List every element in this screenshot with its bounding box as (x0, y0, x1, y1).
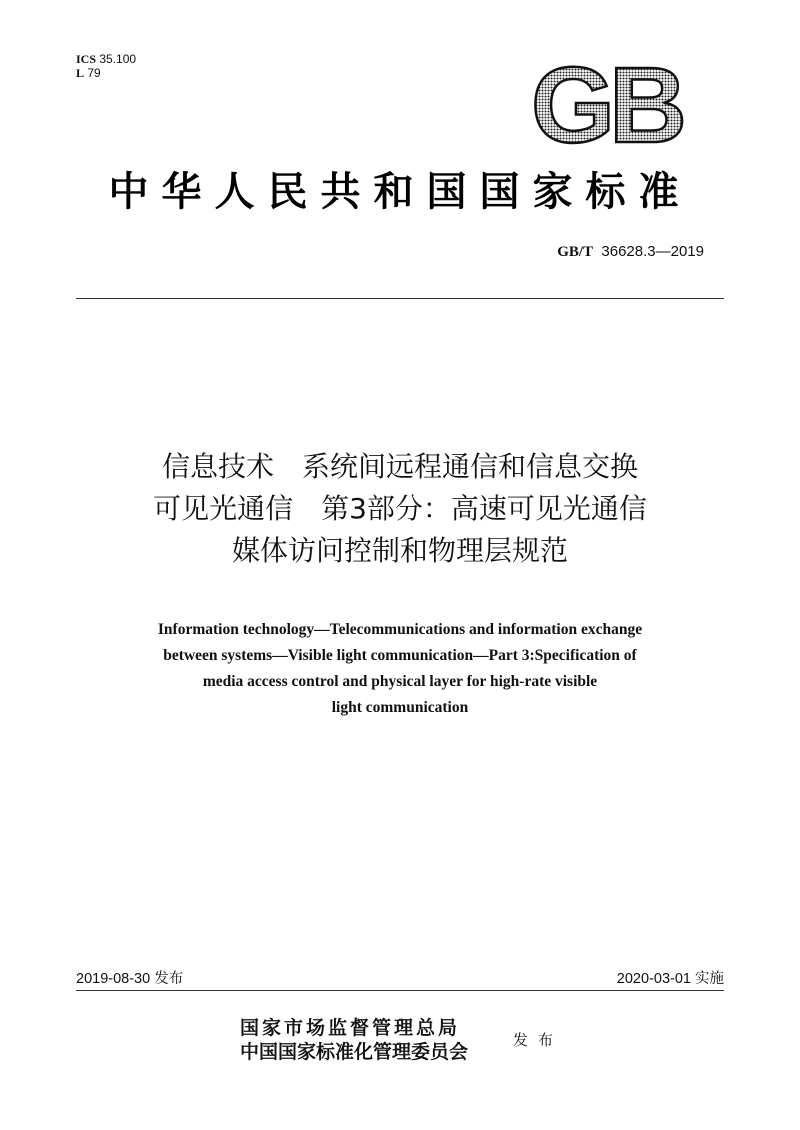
english-title-line-3: media access control and physical layer for high-rate visible (202, 673, 598, 690)
english-title-line-2: between systems—Visible light communication—Part 3:Specification of (163, 647, 637, 664)
classification-codes (76, 52, 136, 80)
english-title (0, 617, 800, 721)
ics-code: ICS 35.100 (76, 52, 137, 66)
bottom-divider (76, 990, 724, 991)
english-title-line-4: light communication (331, 699, 469, 716)
chinese-title-line-2: 可见光通信 第3部分：高速可见光通信 (153, 492, 647, 525)
implementation-date: 2020-03-01 实施 (616, 971, 724, 987)
standard-category-title: 中华人民共和国国家标准 (108, 168, 692, 215)
publisher-samr: 国家市场监督管理总局 (240, 1017, 461, 1039)
chinese-title-line-1: 信息技术 系统间远程通信和信息交换 (161, 450, 638, 483)
publish-label: 发布 (513, 1031, 564, 1049)
publishers (240, 1016, 468, 1064)
standard-number: GB/T 36628.3—2019 (557, 243, 704, 260)
english-title-line-1: Information technology—Telecommunications and information exchange (157, 621, 643, 638)
top-divider (76, 298, 724, 299)
chinese-title-line-3: 媒体访问控制和物理层规范 (231, 534, 568, 567)
ccs-code: L 79 (76, 66, 101, 80)
issue-date: 2019-08-30 发布 (76, 971, 184, 987)
svg-text:GB: GB (531, 56, 681, 150)
gb-logo (520, 56, 692, 150)
publisher-sac: 中国国家标准化管理委员会 (240, 1041, 469, 1063)
chinese-title (0, 446, 800, 572)
